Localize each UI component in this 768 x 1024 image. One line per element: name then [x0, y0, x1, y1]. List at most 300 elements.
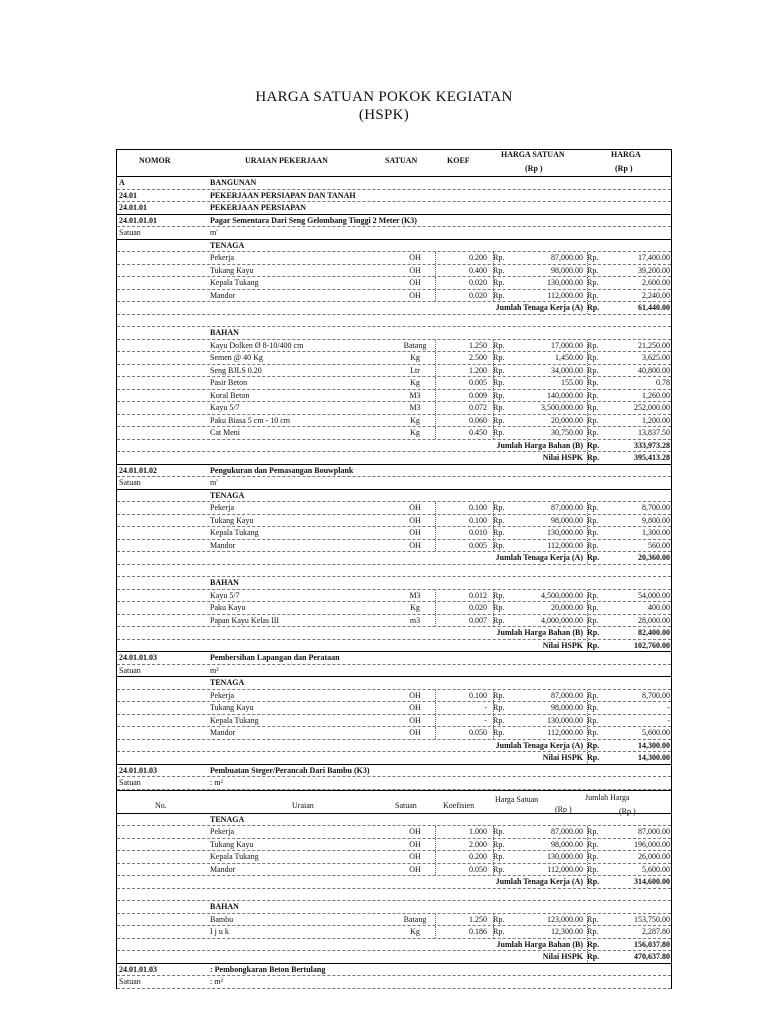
currency-label: Rp. — [587, 440, 600, 450]
column-divider — [587, 552, 588, 564]
item-unit-price: 112,000.00 — [547, 290, 583, 300]
row-number: A — [119, 178, 125, 187]
item-coefficient: 0.100 — [469, 515, 487, 525]
item-coefficient: 0.072 — [469, 403, 487, 412]
item-unit-price: 1,450.00 — [555, 353, 583, 362]
item-unit: Kg — [410, 353, 420, 362]
currency-label: Rp. — [493, 290, 505, 300]
subtotal-label: Jumlah Harga Bahan (B) — [496, 628, 583, 637]
item-unit-price: 17,000.00 — [551, 340, 583, 350]
item-total: 3,625.00 — [642, 353, 670, 362]
item-coefficient: - — [484, 715, 487, 725]
currency-label: Rp. — [493, 690, 505, 700]
column-divider — [493, 415, 494, 427]
item-unit-price: 30,750.00 — [551, 428, 583, 437]
item-total: 1,300.00 — [642, 528, 670, 537]
row-description: : Pembongkaran Beton Bertulang — [210, 964, 326, 974]
column-divider — [435, 515, 436, 527]
item-total: 400.00 — [648, 603, 670, 612]
row-description: Pengukuran dan Pemasangan Bouwplank — [210, 465, 354, 475]
table-row — [117, 964, 671, 977]
currency-label: Rp. — [493, 715, 505, 725]
column-divider — [435, 340, 436, 352]
table-row — [117, 677, 671, 690]
item-unit: OH — [409, 690, 421, 700]
column-divider — [435, 277, 436, 289]
column-divider — [587, 352, 588, 364]
currency-label: Rp. — [493, 278, 505, 287]
column-divider — [435, 839, 436, 851]
column-divider — [587, 452, 588, 464]
column-divider — [493, 690, 494, 702]
table-row — [117, 690, 671, 703]
item-unit-price: 130,000.00 — [547, 278, 583, 287]
currency-label: Rp. — [587, 952, 600, 961]
item-total: 1,200.00 — [642, 415, 670, 425]
item-unit: M3 — [409, 590, 421, 600]
item-unit: Ltr — [410, 365, 420, 375]
table-row — [117, 277, 671, 290]
column-divider — [587, 914, 588, 926]
column-divider — [435, 702, 436, 714]
item-coefficient: 0.200 — [469, 253, 487, 262]
item-unit-price: 130,000.00 — [547, 852, 583, 861]
item-unit: OH — [409, 290, 421, 300]
table-row — [117, 240, 671, 253]
table-row — [117, 290, 671, 303]
column-divider — [587, 402, 588, 414]
table-row — [117, 265, 671, 278]
currency-label: Rp. — [587, 528, 599, 537]
table-row — [117, 365, 671, 378]
column-divider — [435, 914, 436, 926]
row-number: 24.01.01 — [119, 203, 147, 212]
group-label: BAHAN — [210, 902, 239, 911]
item-total: 21,250.00 — [638, 340, 670, 350]
header-harga-satuan-unit: (Rp ) — [525, 164, 543, 173]
item-description: Seng BJLS 0.20 — [210, 365, 262, 375]
item-unit-price: 123,000.00 — [547, 914, 583, 924]
column-divider — [587, 365, 588, 377]
item-coefficient: 0.100 — [469, 503, 487, 512]
sub-table-header — [117, 790, 671, 814]
item-unit-price: 155.00 — [561, 378, 583, 387]
item-unit: OH — [409, 839, 421, 849]
currency-label: Rp. — [493, 615, 505, 625]
row-description: m' — [210, 228, 218, 237]
table-row — [117, 627, 671, 640]
item-coefficient: 0.060 — [469, 415, 487, 425]
item-coefficient: 0.200 — [469, 852, 487, 861]
item-coefficient: 0.005 — [469, 540, 487, 550]
item-description: Tukang Kayu — [210, 703, 254, 712]
sub-header-no: No. — [155, 800, 167, 810]
subtotal-label: Jumlah Harga Bahan (B) — [496, 939, 583, 949]
column-divider — [435, 851, 436, 863]
currency-label: Rp. — [493, 378, 505, 387]
sub-header-jumlah-harga-unit: (Rp ) — [619, 806, 636, 816]
table-row — [117, 652, 671, 665]
item-unit-price: 112,000.00 — [547, 728, 583, 737]
item-coefficient: 0.020 — [469, 603, 487, 612]
currency-label: Rp. — [493, 864, 505, 874]
item-unit: OH — [409, 703, 421, 712]
currency-label: Rp. — [587, 515, 599, 525]
column-divider — [435, 926, 436, 938]
item-description: Kayu 5/7 — [210, 590, 240, 600]
table-row — [117, 839, 671, 852]
subtotal-label: Jumlah Tenaga Kerja (A) — [495, 303, 583, 312]
column-divider — [587, 377, 588, 389]
sub-header-jumlah-harga: Jumlah Harga — [585, 792, 630, 802]
column-divider — [493, 602, 494, 614]
subtotal-label: Jumlah Tenaga Kerja (A) — [495, 740, 583, 750]
currency-label: Rp. — [493, 428, 505, 437]
item-coefficient: 0.050 — [469, 728, 487, 737]
group-label: TENAGA — [210, 490, 245, 500]
item-description: Kayu Dolken Ø 8-10/400 cm — [210, 340, 304, 350]
column-divider — [587, 690, 588, 702]
column-divider — [493, 926, 494, 938]
item-coefficient: 0.450 — [469, 428, 487, 437]
item-unit: OH — [409, 540, 421, 550]
group-label: TENAGA — [210, 678, 245, 687]
row-number: Satuan — [119, 778, 141, 787]
column-divider — [435, 402, 436, 414]
table-header — [117, 150, 671, 177]
currency-label: Rp. — [587, 839, 599, 849]
item-total: 87,000.00 — [638, 827, 670, 836]
item-total: 26,000.00 — [638, 852, 670, 861]
table-row — [117, 215, 671, 228]
sub-header-satuan: Satuan — [395, 800, 417, 810]
item-total: 5,600.00 — [642, 728, 670, 737]
currency-label: Rp. — [493, 540, 505, 550]
column-divider — [435, 690, 436, 702]
item-description: Paku Kayu — [210, 603, 246, 612]
column-divider — [435, 365, 436, 377]
document-title: HARGA SATUAN POKOK KEGIATAN — [255, 89, 513, 105]
table-row — [117, 490, 671, 503]
currency-label: Rp. — [587, 939, 600, 949]
item-coefficient: 2.500 — [469, 353, 487, 362]
subtotal-value: 61,440.00 — [638, 303, 670, 312]
item-unit-price: 20,000.00 — [551, 415, 583, 425]
item-unit-price: 3,500,000.00 — [541, 403, 583, 412]
table-row — [117, 590, 671, 603]
currency-label: Rp. — [587, 265, 599, 275]
item-unit: Kg — [410, 603, 420, 612]
column-divider — [435, 715, 436, 727]
item-total: 0.78 — [656, 378, 670, 387]
column-divider — [587, 615, 588, 627]
item-unit: M3 — [409, 390, 421, 400]
row-number: Satuan — [119, 478, 141, 487]
row-description: PEKERJAAN PERSIAPAN DAN TANAH — [210, 190, 356, 200]
table-row — [117, 340, 671, 353]
item-total: 2,240.00 — [642, 290, 670, 300]
currency-label: Rp. — [493, 703, 505, 712]
item-description: Pekerja — [210, 690, 234, 700]
row-description: BANGUNAN — [210, 178, 257, 187]
table-row — [117, 901, 671, 914]
item-coefficient: 0.186 — [469, 927, 487, 936]
subtotal-label: Nilai HSPK — [542, 453, 583, 462]
column-divider — [587, 427, 588, 439]
column-divider — [587, 265, 588, 277]
table-row — [117, 440, 671, 453]
item-unit: OH — [409, 827, 421, 836]
item-unit: OH — [409, 864, 421, 874]
column-divider — [587, 277, 588, 289]
item-unit-price: 20,000.00 — [551, 603, 583, 612]
currency-label: Rp. — [587, 453, 600, 462]
table-row — [117, 315, 671, 328]
subtotal-value: 14,300.00 — [638, 740, 670, 750]
column-divider — [493, 427, 494, 439]
table-row — [117, 602, 671, 615]
column-divider — [435, 390, 436, 402]
currency-label: Rp. — [587, 353, 599, 362]
currency-label: Rp. — [587, 340, 599, 350]
item-total: 17,400.00 — [638, 253, 670, 262]
currency-label: Rp. — [493, 827, 505, 836]
item-unit-price: 140,000.00 — [547, 390, 583, 400]
item-coefficient: 0.009 — [469, 390, 487, 400]
currency-label: Rp. — [587, 503, 599, 512]
item-description: Kepala Tukang — [210, 715, 259, 725]
row-number: 24.01.01.02 — [119, 465, 157, 475]
currency-label: Rp. — [493, 353, 505, 362]
table-row — [117, 951, 671, 964]
column-divider — [435, 864, 436, 876]
item-unit: OH — [409, 515, 421, 525]
table-row — [117, 302, 671, 315]
column-divider — [435, 615, 436, 627]
item-unit: Kg — [410, 378, 420, 387]
item-total: 54,000.00 — [638, 590, 670, 600]
table-row — [117, 777, 671, 790]
row-description: Pagar Sementara Dari Seng Gelombang Tinggi 2 Meter (K3) — [210, 215, 417, 225]
currency-label: Rp. — [587, 877, 600, 886]
item-unit-price: 112,000.00 — [547, 540, 583, 550]
currency-label: Rp. — [493, 403, 505, 412]
group-label: BAHAN — [210, 578, 239, 587]
subtotal-value: 156,037.80 — [634, 939, 670, 949]
table-row — [117, 515, 671, 528]
column-divider — [587, 540, 588, 552]
item-unit-price: 87,000.00 — [551, 827, 583, 836]
subtotal-label: Jumlah Tenaga Kerja (A) — [495, 553, 583, 562]
header-harga-unit: (Rp ) — [615, 164, 633, 173]
currency-label: Rp. — [587, 390, 599, 400]
currency-label: Rp. — [493, 927, 505, 936]
item-unit-price: 112,000.00 — [547, 864, 583, 874]
currency-label: Rp. — [587, 590, 599, 600]
item-unit: Batang — [403, 340, 427, 350]
column-divider — [493, 277, 494, 289]
item-description: Mandor — [210, 290, 236, 300]
item-description: Paku Biasa 5 cm - 10 cm — [210, 415, 290, 425]
column-divider — [493, 502, 494, 514]
currency-label: Rp. — [587, 927, 599, 936]
column-divider — [493, 365, 494, 377]
table-body — [117, 177, 671, 989]
column-divider — [493, 864, 494, 876]
subtotal-value: 102,760.00 — [634, 640, 670, 650]
column-divider — [435, 265, 436, 277]
currency-label: Rp. — [493, 265, 505, 275]
column-divider — [587, 290, 588, 302]
table-row — [117, 577, 671, 590]
column-divider — [493, 615, 494, 627]
column-divider — [587, 252, 588, 264]
table-row — [117, 427, 671, 440]
item-unit: OH — [409, 528, 421, 537]
table-row — [117, 377, 671, 390]
subtotal-value: 470,637.80 — [634, 952, 670, 961]
subtotal-value: 395,413.28 — [634, 453, 670, 462]
table-row — [117, 465, 671, 478]
item-coefficient: 0.020 — [469, 278, 487, 287]
table-row — [117, 352, 671, 365]
item-description: Kepala Tukang — [210, 278, 259, 287]
item-unit: m3 — [409, 615, 421, 625]
currency-label: Rp. — [587, 403, 599, 412]
table-row — [117, 527, 671, 540]
item-unit-price: 4,500,000.00 — [541, 590, 583, 600]
item-description: Koral Beton — [210, 390, 250, 400]
subtotal-value: 14,300.00 — [638, 753, 670, 762]
sub-header-uraian: Uraian — [292, 800, 314, 810]
table-row — [117, 752, 671, 765]
column-divider — [587, 390, 588, 402]
column-divider — [587, 702, 588, 714]
item-description: Pekerja — [210, 827, 234, 836]
item-description: Kayu 5/7 — [210, 403, 240, 412]
column-divider — [587, 826, 588, 838]
row-description: PEKERJAAN PERSIAPAN — [210, 203, 307, 212]
item-unit-price: 87,000.00 — [551, 503, 583, 512]
table-row — [117, 252, 671, 265]
column-divider — [587, 602, 588, 614]
item-coefficient: 0.005 — [469, 378, 487, 387]
row-number: Satuan — [119, 228, 141, 237]
table-row — [117, 851, 671, 864]
column-divider — [435, 602, 436, 614]
table-row — [117, 727, 671, 740]
item-unit-price: 4,000,000.00 — [541, 615, 583, 625]
item-unit-price: 98,000.00 — [551, 839, 583, 849]
column-divider — [587, 752, 588, 764]
table-row — [117, 939, 671, 952]
table-row — [117, 402, 671, 415]
item-unit: Kg — [410, 415, 420, 425]
item-coefficient: 0.400 — [469, 265, 487, 275]
item-description: I j u k — [210, 927, 229, 936]
column-divider — [493, 340, 494, 352]
currency-label: Rp. — [587, 740, 600, 750]
row-description: m² — [210, 665, 219, 675]
item-description: Pekerja — [210, 503, 234, 512]
column-divider — [493, 715, 494, 727]
column-divider — [587, 715, 588, 727]
item-total: 196,000.00 — [634, 839, 670, 849]
column-divider — [493, 851, 494, 863]
table-row — [117, 765, 671, 778]
item-coefficient: 0.020 — [469, 290, 487, 300]
column-divider — [587, 440, 588, 452]
item-description: Pasir Beton — [210, 378, 248, 387]
row-number: 24.01 — [119, 190, 137, 200]
table-row — [117, 415, 671, 428]
currency-label: Rp. — [493, 390, 505, 400]
column-divider — [435, 290, 436, 302]
column-divider — [435, 540, 436, 552]
item-description: Kepala Tukang — [210, 852, 259, 861]
item-total: 39,200.00 — [638, 265, 670, 275]
column-divider — [493, 290, 494, 302]
column-divider — [493, 515, 494, 527]
item-description: Pekerja — [210, 253, 234, 262]
currency-label: Rp. — [587, 303, 600, 312]
item-description: Papan Kayu Kelas III — [210, 615, 280, 625]
subtotal-label: Jumlah Harga Bahan (B) — [496, 440, 583, 450]
item-coefficient: 1.250 — [469, 340, 487, 350]
subtotal-value: 82,400.00 — [638, 628, 670, 637]
column-divider — [587, 864, 588, 876]
item-description: Cat Meni — [210, 428, 240, 437]
item-total: 2,600.00 — [642, 278, 670, 287]
currency-label: Rp. — [493, 914, 505, 924]
hspk-table — [116, 149, 672, 989]
header-uraian: URAIAN PEKERJAAN — [245, 156, 328, 165]
item-total: 28,000.00 — [638, 615, 670, 625]
row-number: Satuan — [119, 977, 141, 986]
column-divider — [587, 839, 588, 851]
item-total: - — [667, 703, 670, 712]
currency-label: Rp. — [587, 365, 599, 375]
currency-label: Rp. — [587, 628, 600, 637]
column-divider — [587, 740, 588, 752]
item-coefficient: 2.000 — [469, 839, 487, 849]
subtotal-value: 314,600.00 — [634, 877, 670, 886]
column-divider — [587, 876, 588, 888]
table-row — [117, 914, 671, 927]
subtotal-label: Nilai HSPK — [542, 640, 583, 650]
item-unit: OH — [409, 852, 421, 861]
column-divider — [587, 340, 588, 352]
item-total: 2,287.80 — [642, 927, 670, 936]
column-divider — [493, 377, 494, 389]
column-divider — [493, 826, 494, 838]
row-description: Pembuatan Steger/Perancah Dari Bambu (K3) — [210, 765, 370, 775]
header-koef: KOEF — [447, 156, 470, 165]
item-description: Kepala Tukang — [210, 528, 259, 537]
column-divider — [587, 515, 588, 527]
column-divider — [587, 502, 588, 514]
table-row — [117, 826, 671, 839]
column-divider — [435, 377, 436, 389]
currency-label: Rp. — [493, 603, 505, 612]
currency-label: Rp. — [587, 378, 599, 387]
item-unit-price: 98,000.00 — [551, 703, 583, 712]
column-divider — [587, 590, 588, 602]
column-divider — [435, 502, 436, 514]
item-coefficient: 1.000 — [469, 827, 487, 836]
item-coefficient: 0.007 — [469, 615, 487, 625]
table-row — [117, 190, 671, 203]
